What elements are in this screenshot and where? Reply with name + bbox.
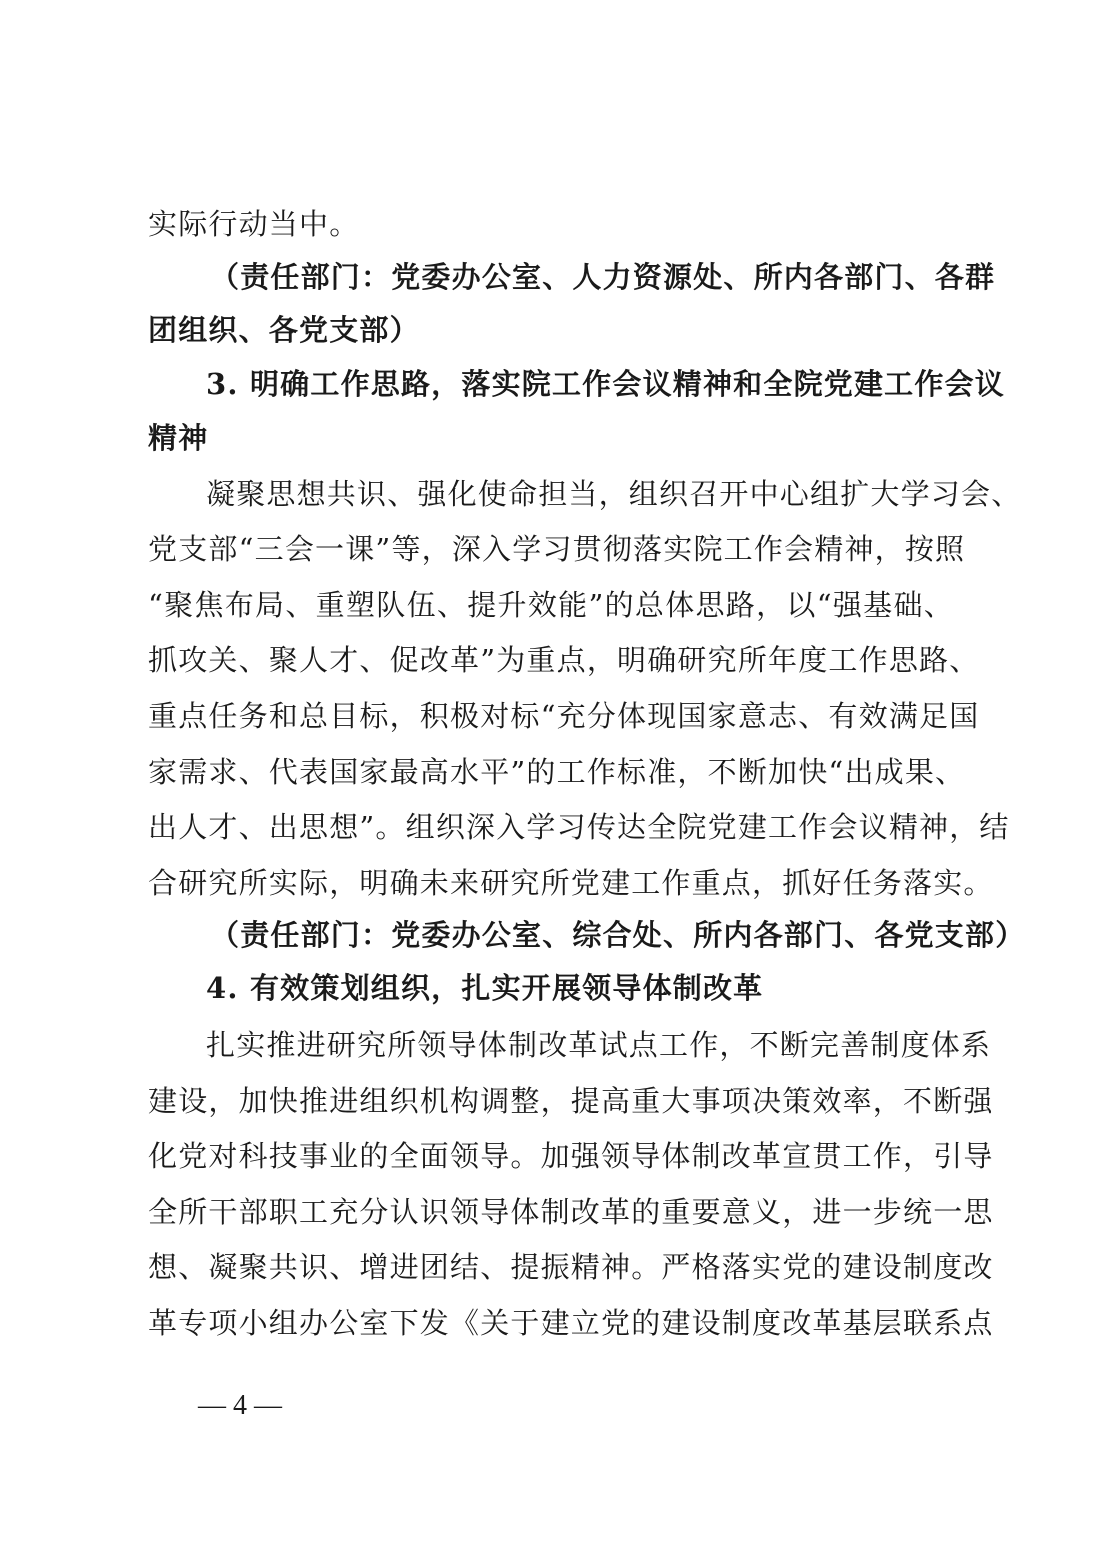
page-number: — 4 — [198,1390,282,1421]
body-text-line: 革专项小组办公室下发《关于建立党的建设制度改革基层联系点 [148,1306,994,1340]
section-heading: 3. 明确工作思路，落实院工作会议精神和全院党建工作会议 [206,367,1005,401]
section-heading: 精神 [148,421,209,455]
body-text-line: 全所干部职工充分认识领导体制改革的重要意义，进一步统一思 [148,1195,994,1229]
body-text-line: 家需求、代表国家最高水平”的工作标准，不断加快“出成果、 [148,755,966,789]
section-heading: 4. 有效策划组织，扎实开展领导体制改革 [206,971,764,1005]
body-text-line: 抓攻关、聚人才、促改革”为重点，明确研究所年度工作思路、 [148,643,980,677]
responsibility-note: （责任部门：党委办公室、综合处、所内各部门、各党支部） [210,918,1026,952]
body-text-line: “聚焦布局、重塑队伍、提升效能”的总体思路，以“强基础、 [148,588,954,622]
responsibility-note: 团组织、各党支部） [148,313,420,347]
body-text-line: 党支部“三会一课”等，深入学习贯彻落实院工作会精神，按照 [148,532,966,566]
body-text-line: 扎实推进研究所领导体制改革试点工作，不断完善制度体系 [206,1028,992,1062]
body-text-line: 出人才、出思想”。组织深入学习传达全院党建工作会议精神，结 [148,810,1010,844]
body-text-line: 想、凝聚共识、增进团结、提振精神。严格落实党的建设制度改 [148,1250,994,1284]
body-text-line: 合研究所实际，明确未来研究所党建工作重点，抓好任务落实。 [148,866,994,900]
body-text-line: 建设，加快推进组织机构调整，提高重大事项决策效率，不断强 [148,1084,994,1118]
body-text-line: 凝聚思想共识、强化使命担当，组织召开中心组扩大学习会、 [206,477,1022,511]
responsibility-note: （责任部门：党委办公室、人力资源处、所内各部门、各群 [210,260,996,294]
body-text-line: 重点任务和总目标，积极对标“充分体现国家意志、有效满足国 [148,699,980,733]
body-text-line: 实际行动当中。 [148,207,360,241]
body-text-line: 化党对科技事业的全面领导。加强领导体制改革宣贯工作，引导 [148,1139,994,1173]
